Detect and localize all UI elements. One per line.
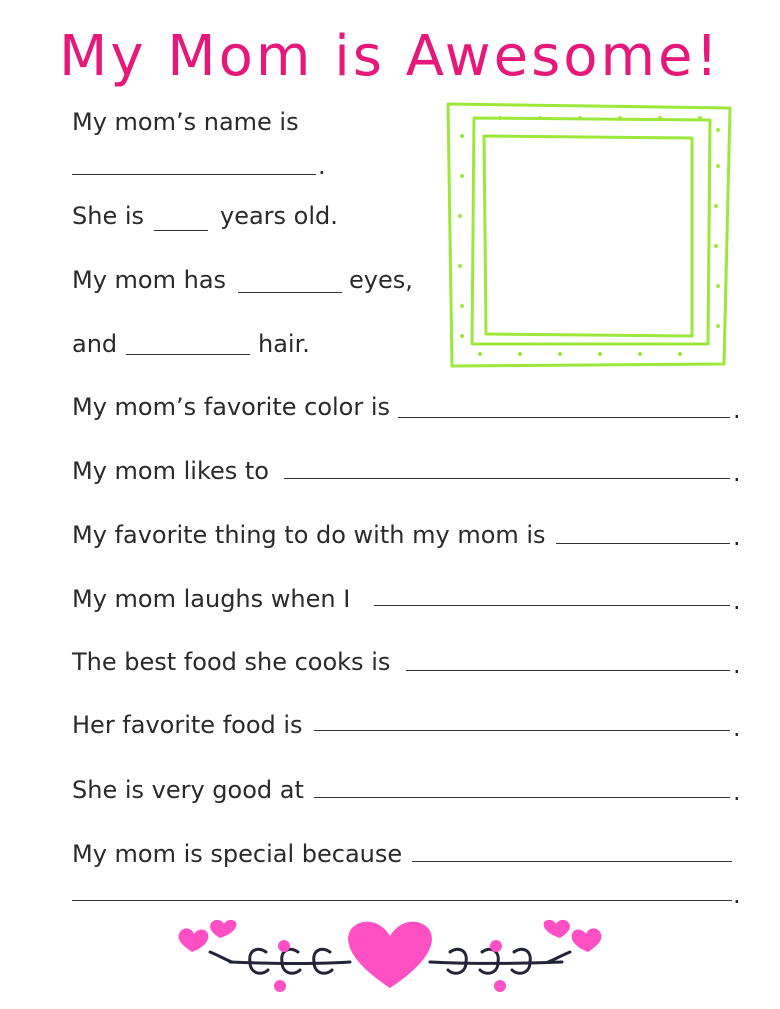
period: . <box>733 714 741 742</box>
period: . <box>318 152 326 180</box>
blank-best-food[interactable] <box>406 670 730 671</box>
period: . <box>733 396 741 424</box>
prompt-mom-has: My mom has <box>72 266 227 294</box>
page-title: My Mom is Awesome! <box>59 24 721 89</box>
photo-frame-icon <box>440 96 740 376</box>
period: . <box>733 881 741 909</box>
prompt-mom-name: My mom’s name is <box>72 108 299 136</box>
blank-favorite-thing[interactable] <box>556 543 730 544</box>
blank-favorite-color[interactable] <box>398 417 730 418</box>
blank-laughs-when[interactable] <box>374 605 730 606</box>
blank-special-because[interactable] <box>412 861 732 862</box>
blank-mom-name[interactable] <box>72 174 316 175</box>
period: . <box>733 651 741 679</box>
blank-likes-to[interactable] <box>284 478 730 479</box>
blank-special-because-line2[interactable] <box>72 900 732 901</box>
prompt-hair: hair. <box>258 330 310 358</box>
prompt-favorite-food: Her favorite food is <box>72 711 303 739</box>
prompt-years-old: years old. <box>220 202 338 230</box>
period: . <box>733 459 741 487</box>
period: . <box>733 523 741 551</box>
prompt-she-is: She is <box>72 202 145 230</box>
prompt-favorite-thing: My favorite thing to do with my mom is <box>72 521 546 549</box>
heart-vine-icon <box>170 912 610 997</box>
blank-eye-color[interactable] <box>238 292 342 293</box>
period: . <box>733 587 741 615</box>
prompt-likes-to: My mom likes to <box>72 457 269 485</box>
prompt-good-at: She is very good at <box>72 776 304 804</box>
period: . <box>733 778 741 806</box>
blank-age[interactable] <box>154 230 208 231</box>
prompt-special-because: My mom is special because <box>72 840 403 868</box>
prompt-best-food: The best food she cooks is <box>72 648 391 676</box>
prompt-eyes: eyes, <box>349 266 413 294</box>
blank-good-at[interactable] <box>314 797 730 798</box>
blank-hair-color[interactable] <box>126 354 250 355</box>
prompt-and: and <box>72 330 118 358</box>
prompt-laughs-when: My mom laughs when I <box>72 585 351 613</box>
blank-favorite-food[interactable] <box>314 730 730 731</box>
prompt-favorite-color: My mom’s favorite color is <box>72 393 391 421</box>
